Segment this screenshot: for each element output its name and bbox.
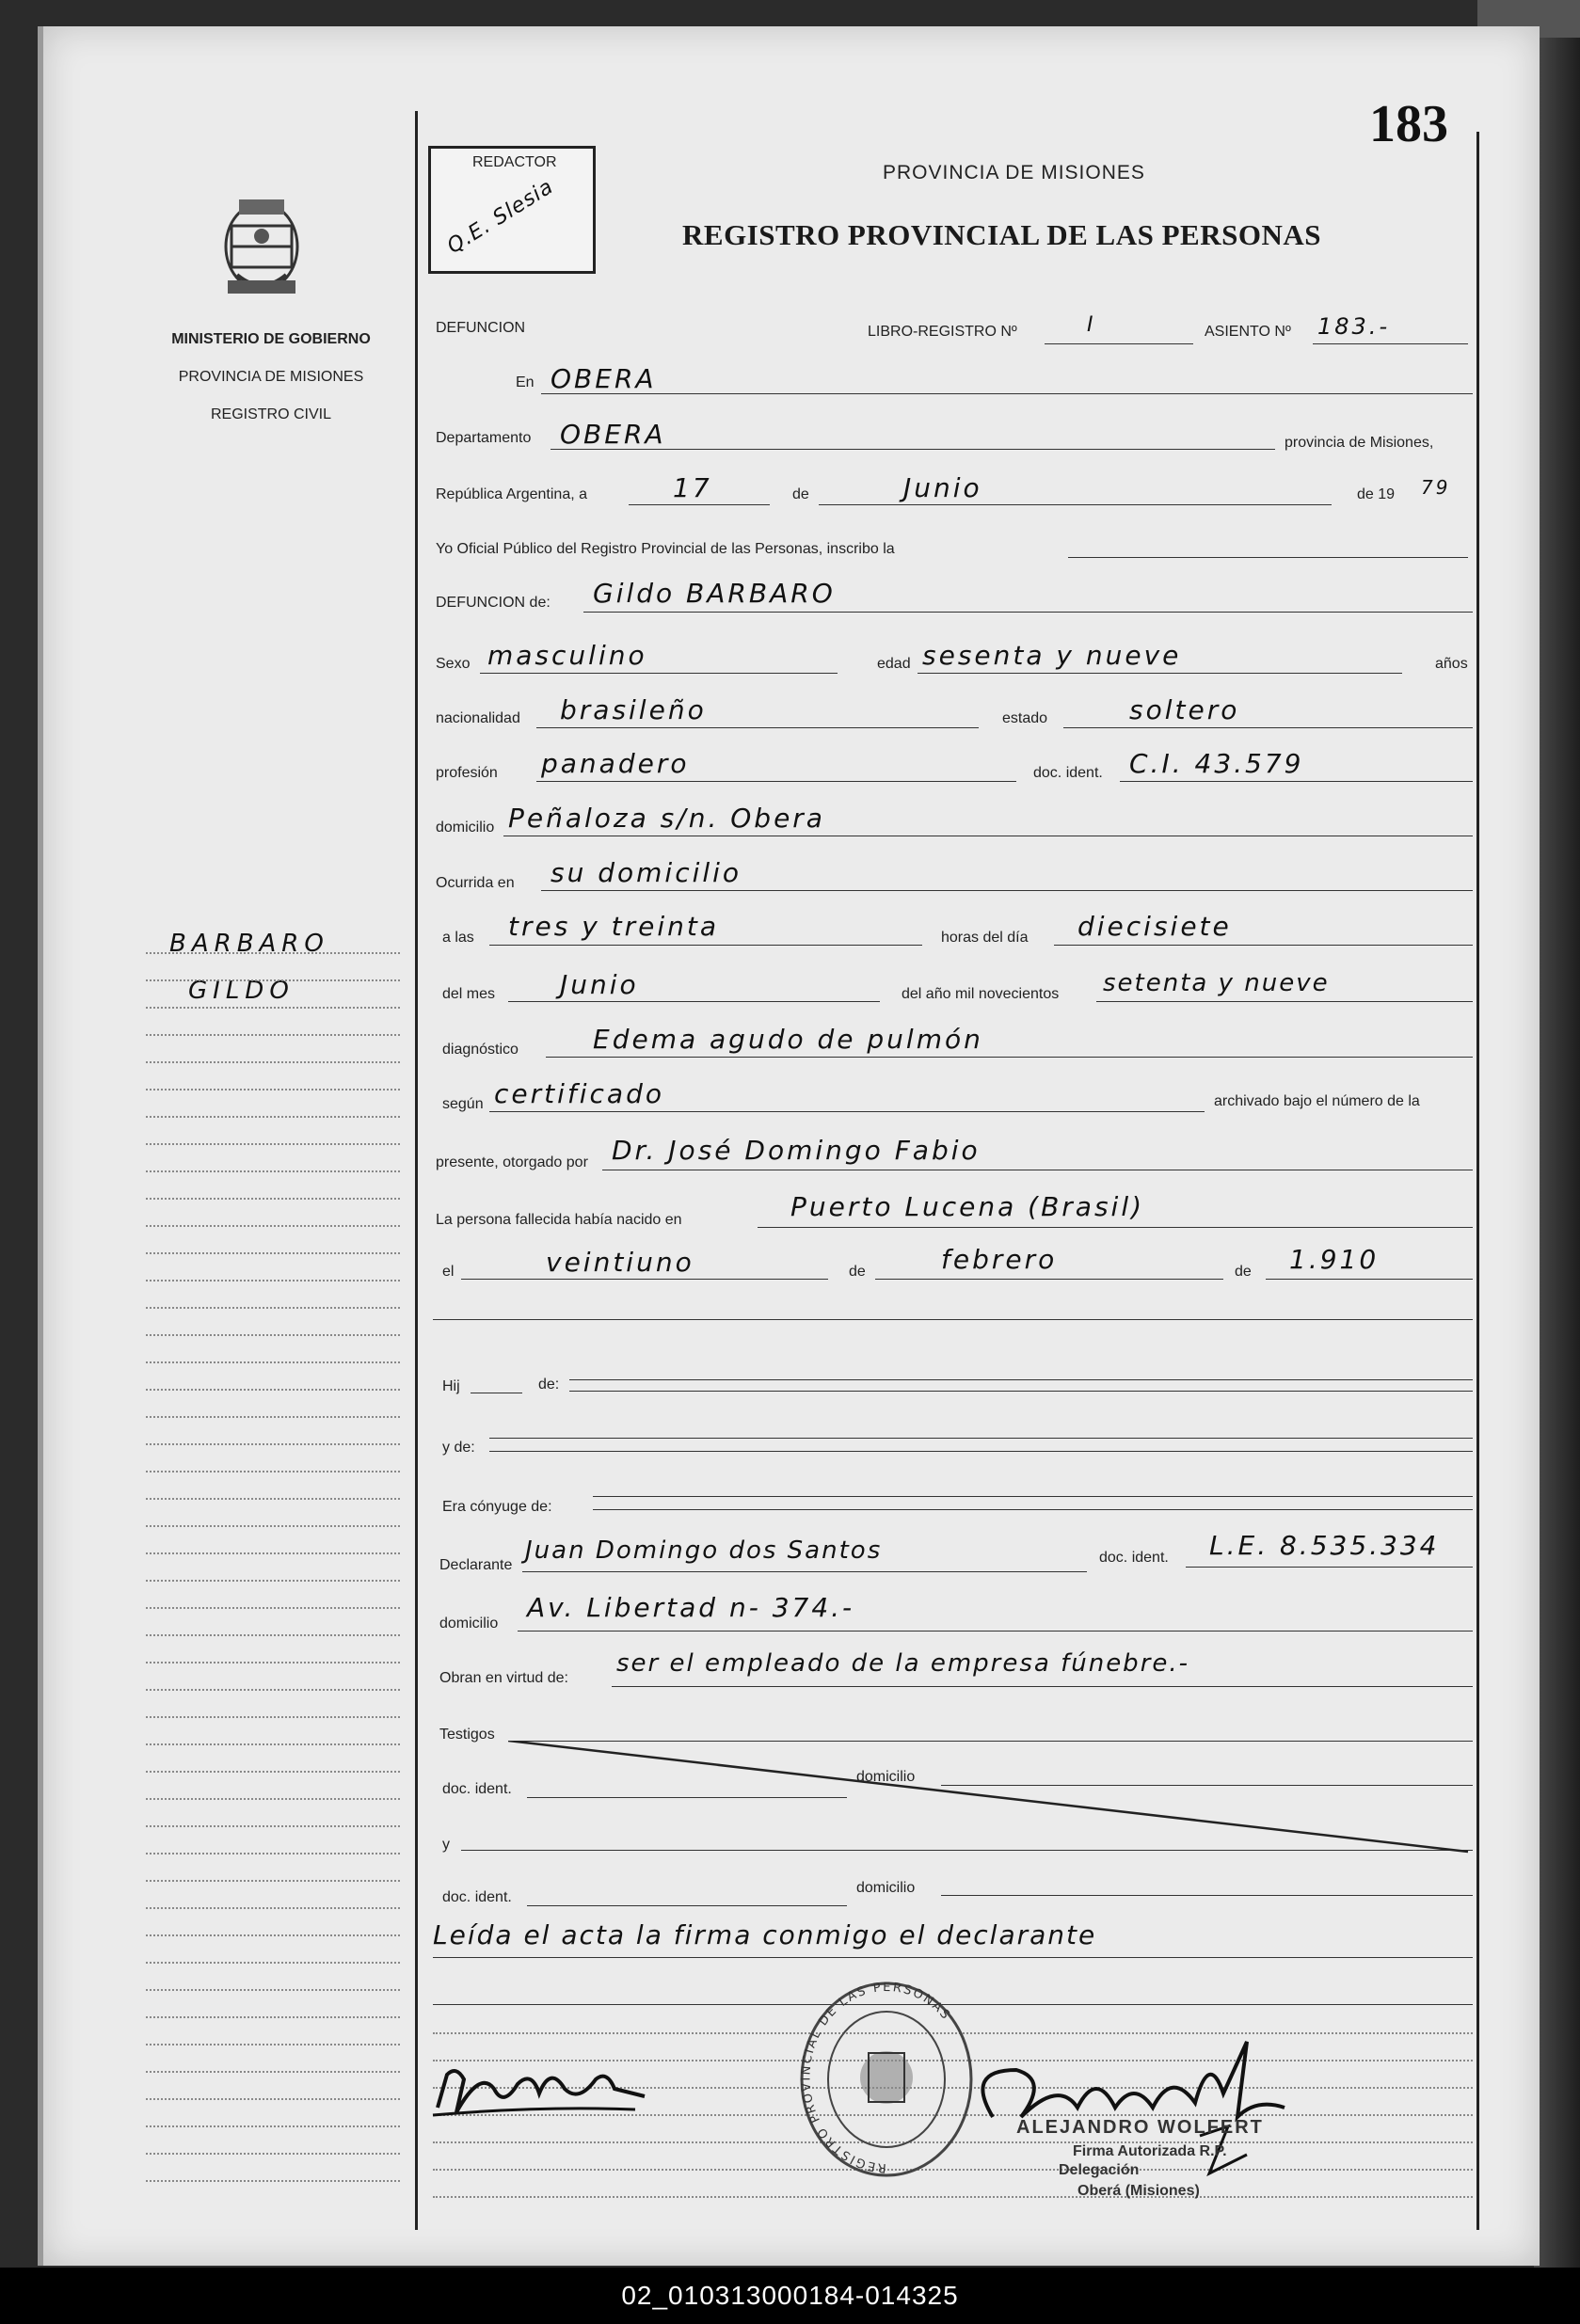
nacido-value: Puerto Lucena (Brasil) xyxy=(790,1191,1145,1222)
asiento-value: 183.- xyxy=(1317,313,1391,340)
birth-year-value: 1.910 xyxy=(1289,1244,1380,1275)
hij-label: Hij xyxy=(442,1378,460,1394)
domicilio-value: Peñaloza s/n. Obera xyxy=(508,803,825,834)
del-ano-value: setenta y nueve xyxy=(1103,969,1330,997)
domicilio2-label: domicilio xyxy=(856,1769,916,1785)
margin-ruled-line xyxy=(146,1716,400,1718)
testigos-label: Testigos xyxy=(439,1727,495,1743)
archivado-label: archivado bajo el número de la xyxy=(1214,1093,1420,1109)
profesion-label: profesión xyxy=(436,765,498,781)
svg-text:REGISTRO PROVINCIAL DE LAS PER: REGISTRO PROVINCIAL DE LAS PERSONAS xyxy=(799,1980,954,2175)
declarante-domicilio-value: Av. Libertad n- 374.- xyxy=(527,1592,855,1623)
declarante-doc-label: doc. ident. xyxy=(1099,1550,1169,1566)
horas-value: diecisiete xyxy=(1077,911,1232,942)
margin-ruled-line xyxy=(146,1334,400,1336)
declarante-domicilio-label: domicilio xyxy=(439,1616,499,1632)
obran-value: ser el empleado de la empresa fúnebre.- xyxy=(616,1649,1190,1678)
el-value: veintiuno xyxy=(546,1247,694,1278)
margin-ruled-line xyxy=(146,1962,400,1964)
profesion-value: panadero xyxy=(541,748,690,779)
estado-label: estado xyxy=(1002,710,1048,726)
el-label: el xyxy=(442,1264,455,1280)
archive-id: 02_010313000184-014325 xyxy=(621,2281,959,2310)
coat-of-arms-logo xyxy=(218,190,305,301)
official-seal xyxy=(795,1976,979,2183)
nacionalidad-label: nacionalidad xyxy=(436,710,520,726)
declarante-label: Declarante xyxy=(439,1557,513,1573)
doc-ident2-label: doc. ident. xyxy=(442,1781,512,1797)
de3-label: de xyxy=(1235,1264,1252,1280)
de2-label: de xyxy=(849,1264,866,1280)
margin-ruled-line xyxy=(146,1280,400,1281)
del-ano-label: del año mil novecientos xyxy=(902,986,1060,1002)
margin-ruled-line xyxy=(146,2071,400,2073)
margin-ruled-line xyxy=(146,1143,400,1145)
province-heading: PROVINCIA DE MISIONES xyxy=(883,162,1145,183)
presente-label: presente, otorgado por xyxy=(436,1154,588,1170)
margin-ruled-line xyxy=(146,1443,400,1445)
margin-ruled-line xyxy=(146,1689,400,1691)
margin-ruled-line xyxy=(146,1252,400,1254)
en-label: En xyxy=(516,374,535,390)
doc-ident-label: doc. ident. xyxy=(1033,765,1103,781)
official-name: ALEJANDRO WOLFERT xyxy=(1016,2117,1264,2138)
margin-ruled-line xyxy=(146,1607,400,1609)
month-value: Junio xyxy=(903,472,982,503)
margin-ruled-line xyxy=(146,2153,400,2155)
diagnostico-label: diagnóstico xyxy=(442,1042,519,1058)
witness-strikeout xyxy=(508,1741,1477,1863)
margin-ruled-line xyxy=(146,1880,400,1882)
redactor-label: REDACTOR xyxy=(472,154,557,170)
domicilio3-label: domicilio xyxy=(856,1880,916,1896)
margin-ruled-line xyxy=(146,1307,400,1309)
defuncion-label: DEFUNCION xyxy=(436,320,526,336)
edad-label: edad xyxy=(877,656,911,672)
asiento-label: ASIENTO Nº xyxy=(1205,324,1291,340)
year-label: de 19 xyxy=(1357,486,1396,502)
left-province: PROVINCIA DE MISIONES xyxy=(178,369,364,385)
lower-ruled-line xyxy=(433,2196,1473,2198)
deceased-name: Gildo BARBARO xyxy=(593,578,836,609)
margin-ruled-line xyxy=(146,2098,400,2100)
margin-ruled-line xyxy=(146,1798,400,1800)
horas-label: horas del día xyxy=(941,930,1029,946)
margin-ruled-line xyxy=(146,1389,400,1391)
margin-ruled-line xyxy=(146,1989,400,1991)
margin-ruled-line xyxy=(146,1552,400,1554)
redactor-stamp xyxy=(428,146,596,274)
margin-ruled-line xyxy=(146,979,400,981)
margin-ruled-line xyxy=(146,1934,400,1936)
del-mes-value: Junio xyxy=(560,969,639,1000)
margin-ruled-line xyxy=(146,1771,400,1773)
right-page-rule xyxy=(1476,132,1479,2230)
margin-ruled-line xyxy=(146,2016,400,2018)
oficial-text: Yo Oficial Público del Registro Provincial de las Personas, inscribo la xyxy=(436,541,895,557)
domicilio-label: domicilio xyxy=(436,820,495,836)
nacionalidad-value: brasileño xyxy=(560,694,707,725)
provincia-suffix: provincia de Misiones, xyxy=(1285,435,1434,451)
doc-ident3-label: doc. ident. xyxy=(442,1889,512,1905)
ocurrida-value: su domicilio xyxy=(551,857,742,888)
diagnostico-value: Edema agudo de pulmón xyxy=(593,1024,983,1055)
margin-ruled-line xyxy=(146,1416,400,1418)
margin-ruled-line xyxy=(146,1061,400,1063)
official-delegation: Delegación xyxy=(1059,2162,1140,2178)
page-number: 183 xyxy=(1369,95,1448,153)
edad-value: sesenta y nueve xyxy=(922,640,1182,671)
a-las-label: a las xyxy=(442,930,474,946)
margin-ruled-line xyxy=(146,1525,400,1527)
margin-ruled-line xyxy=(146,1007,400,1009)
y-label: y xyxy=(442,1837,450,1853)
left-civil-registry: REGISTRO CIVIL xyxy=(210,406,332,422)
republica-label: República Argentina, a xyxy=(436,486,587,502)
year-value: 79 xyxy=(1421,476,1451,499)
segun-value: certificado xyxy=(494,1078,664,1109)
redactor-signature: Q.E. Slesia xyxy=(443,175,558,259)
birth-month-value: febrero xyxy=(941,1244,1058,1275)
margin-surname: BARBARO xyxy=(169,930,329,958)
declarante-value: Juan Domingo dos Santos xyxy=(525,1536,883,1565)
official-role: Firma Autorizada R.P. xyxy=(1073,2143,1227,2159)
margin-ruled-line xyxy=(146,2180,400,2182)
margin-ruled-line xyxy=(146,1198,400,1200)
nacido-label: La persona fallecida había nacido en xyxy=(436,1212,682,1228)
departamento-label: Departamento xyxy=(436,430,532,446)
margin-ruled-line xyxy=(146,2125,400,2127)
sexo-value: masculino xyxy=(487,640,647,671)
day-value: 17 xyxy=(673,472,712,503)
obran-label: Obran en virtud de: xyxy=(439,1670,568,1686)
estado-value: soltero xyxy=(1129,694,1240,725)
conyuge-label: Era cónyuge de: xyxy=(442,1499,552,1515)
doc-ident-value: C.I. 43.579 xyxy=(1129,748,1304,779)
a-las-value: tres y treinta xyxy=(508,911,720,942)
ocurrida-label: Ocurrida en xyxy=(436,875,515,891)
margin-ruled-line xyxy=(146,2044,400,2045)
defuncion-de-label: DEFUNCION de: xyxy=(436,595,551,611)
margin-ruled-line xyxy=(146,952,400,954)
margin-ruled-line xyxy=(146,1471,400,1472)
libro-label: LIBRO-REGISTRO Nº xyxy=(868,324,1017,340)
margin-ruled-line xyxy=(146,1498,400,1500)
margin-ruled-line xyxy=(146,1089,400,1090)
margin-given-name: GILDO xyxy=(188,977,295,1005)
presente-value: Dr. José Domingo Fabio xyxy=(612,1135,981,1166)
book-spine-edge xyxy=(1534,38,1580,2268)
margin-ruled-line xyxy=(146,1170,400,1172)
margin-ruled-line xyxy=(146,1034,400,1036)
y-de-label: y de: xyxy=(442,1440,475,1456)
declarant-signature xyxy=(428,2051,654,2126)
margin-ruled-line xyxy=(146,1825,400,1827)
de-label: de xyxy=(792,486,809,502)
archive-id-bar xyxy=(0,2268,1580,2324)
left-column-rule xyxy=(415,111,418,2230)
sexo-label: Sexo xyxy=(436,656,471,672)
margin-ruled-line xyxy=(146,1116,400,1118)
libro-value: I xyxy=(1087,313,1096,337)
en-value: OBERA xyxy=(551,363,657,394)
margin-ruled-line xyxy=(146,1662,400,1663)
del-mes-label: del mes xyxy=(442,986,496,1002)
margin-ruled-line xyxy=(146,1853,400,1854)
closing-statement: Leída el acta la firma conmigo el declarante xyxy=(433,1919,1097,1950)
margin-ruled-line xyxy=(146,1361,400,1363)
margin-ruled-line xyxy=(146,1743,400,1745)
official-place: Oberá (Misiones) xyxy=(1077,2183,1200,2199)
hij-de-label: de: xyxy=(538,1377,560,1393)
margin-ruled-line xyxy=(146,1634,400,1636)
departamento-value: OBERA xyxy=(560,419,666,450)
segun-label: según xyxy=(442,1096,484,1112)
margin-ruled-line xyxy=(146,1580,400,1582)
margin-ruled-line xyxy=(146,1225,400,1227)
declarante-doc-value: L.E. 8.535.334 xyxy=(1209,1530,1440,1561)
registry-title: REGISTRO PROVINCIAL DE LAS PERSONAS xyxy=(682,218,1321,251)
margin-ruled-line xyxy=(146,1907,400,1909)
ministry-heading: MINISTERIO DE GOBIERNO xyxy=(171,331,371,347)
anos-label: años xyxy=(1435,656,1468,672)
